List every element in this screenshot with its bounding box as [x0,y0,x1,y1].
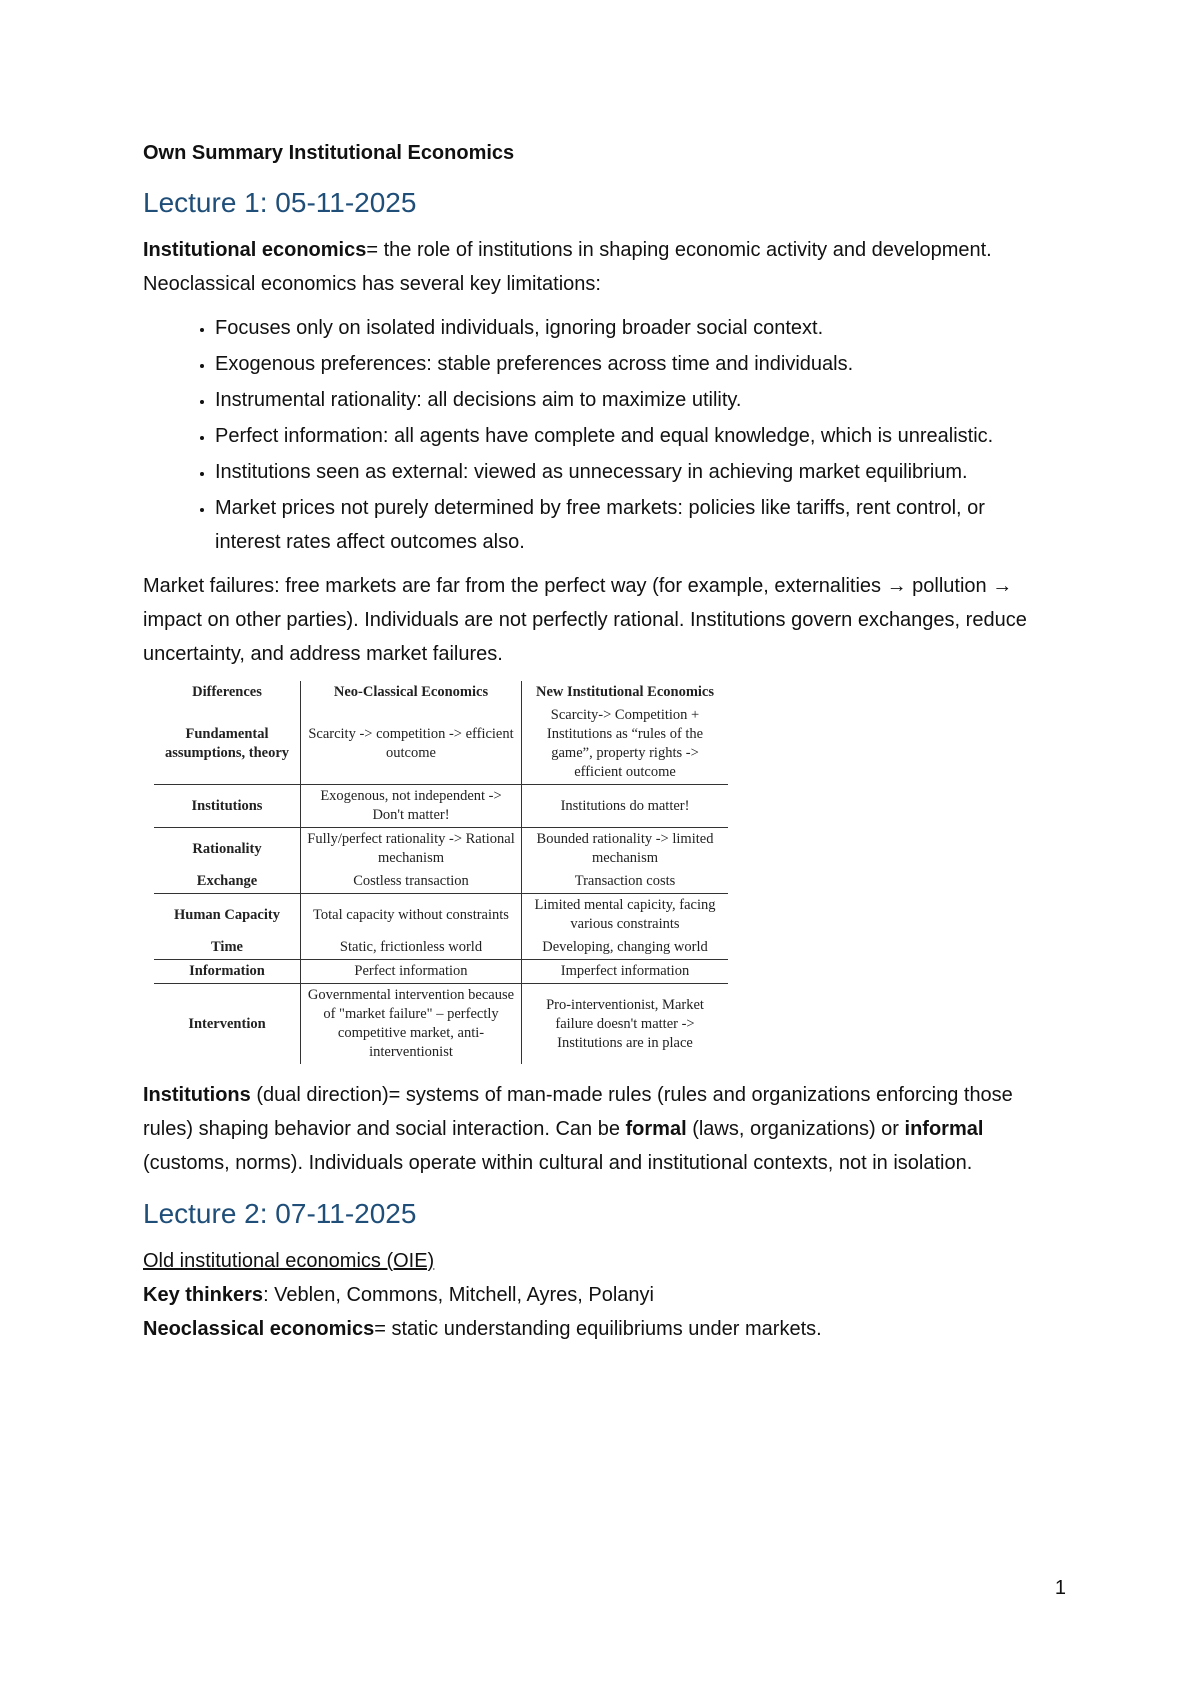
table-cell: Costless transaction [301,870,522,894]
table-cell: Information [154,960,301,984]
table-header-row [154,681,728,704]
key-thinkers-text: : Veblen, Commons, Mitchell, Ayres, Polanyi [263,1284,654,1306]
lecture-2-heading: Lecture 2: 07-11-2025 [143,1198,417,1229]
list-item: • Market prices not purely determined by free markets: policies like tariffs, rent control, or interest rates affect outcomes also. [215,491,1043,559]
intro-term: Institutional economics [143,239,367,261]
institutions-text-a: (dual direction)= systems of man-made rules (rules and organizations enforcing those rules) shaping behavior and social interaction. Can be [143,1084,1013,1140]
table-cell: Transaction costs [574,873,676,889]
neoclassical-label: Neoclassical economics [143,1318,375,1340]
institutions-term: Institutions [143,1084,251,1106]
table-row [154,828,728,871]
table-cell: Fully/perfect rationality -> Rational mechanism [301,828,522,871]
table-cell: Human Capacity [154,894,301,937]
table-row [154,704,728,785]
table-header: Differences [154,681,301,704]
arrow-right-icon: → [886,575,907,597]
table-cell: Exogenous, not independent -> Don't matter! [301,785,522,828]
table-cell: Institutions do matter! [522,785,729,828]
table-row [154,870,728,894]
page-number: 1 [1054,1577,1066,1599]
informal-term: informal [904,1118,984,1140]
list-item: • Institutions seen as external: viewed as unnecessary in achieving market equilibrium. [215,455,1043,489]
table-cell: Scarcity-> Competition + Institutions as “rules of the game”, property rights -> efficient outcome [546,707,704,780]
list-item: • Exogenous preferences: stable preferences across time and individuals. [215,347,1043,381]
table-row [154,960,728,984]
page-content [143,142,1043,1346]
table-cell: Institutions [154,785,301,828]
market-failures-text-2: pollution [906,575,993,597]
table-cell: Rationality [154,828,301,871]
table-cell: Static, frictionless world [301,936,522,960]
table-header: New Institutional Economics [535,684,715,700]
table-row [154,785,728,828]
table-cell: Developing, changing world [542,939,708,955]
intro-text: = the role of institutions in shaping economic activity and development. Neoclassical economics has several key limitations: [143,239,992,295]
comparison-table [154,681,728,1064]
institutions-text-c: (customs, norms). Individuals operate within cultural and institutional contexts, not in isolation. [143,1152,973,1174]
institutions-text-b: (laws, organizations) or [686,1118,905,1140]
table-cell: Total capacity without constraints [301,894,522,937]
key-thinkers-label: Key thinkers [143,1284,264,1306]
neoclassical-text: = static understanding equilibriums under markets. [374,1318,822,1340]
arrow-right-icon: → [992,575,1013,597]
list-item: • Perfect information: all agents have complete and equal knowledge, which is unrealistic. [215,419,1043,453]
list-item: • Focuses only on isolated individuals, ignoring broader social context. [215,311,1043,345]
table-row [154,894,728,937]
lecture-1-intro [143,233,1043,301]
table-cell: Imperfect information [522,960,729,984]
limitations-list [143,311,1043,559]
table-cell: Bounded rationality -> limited mechanism [522,828,729,871]
key-thinkers-line [143,1278,1043,1312]
market-failures-paragraph [143,569,1043,671]
formal-term: formal [625,1118,687,1140]
table-cell: Governmental intervention because of "market failure" – perfectly competitive market, anti-interventionist [301,984,522,1065]
document-title: Own Summary Institutional Economics [143,142,515,164]
table-cell: Limited mental capicity, facing various constraints [522,894,729,937]
market-failures-text-1: Market failures: free markets are far from the perfect way (for example, externalities [143,575,887,597]
lecture-1-heading: Lecture 1: 05-11-2025 [143,187,417,218]
market-failures-text-3: impact on other parties). Individuals are not perfectly rational. Institutions govern exchanges, reduce uncertainty, and address market failures. [143,609,1027,665]
table-row [154,984,728,1065]
neoclassical-line [143,1312,1043,1346]
list-item: • Instrumental rationality: all decisions aim to maximize utility. [215,383,1043,417]
table-cell: Exchange [154,870,301,894]
table-cell: Perfect information [301,960,522,984]
table-row [154,936,728,960]
table-cell: Time [154,936,301,960]
table-cell: Pro-interventionist, Market failure doesn't matter -> Institutions are in place [522,984,729,1065]
institutions-paragraph [143,1078,1043,1180]
table-cell: Scarcity -> competition -> efficient outcome [301,704,522,785]
table-cell: Fundamental assumptions, theory [154,704,301,785]
oie-subheading: Old institutional economics (OIE) [143,1250,435,1272]
table-cell: Intervention [154,984,301,1065]
table-header: Neo-Classical Economics [301,681,522,704]
